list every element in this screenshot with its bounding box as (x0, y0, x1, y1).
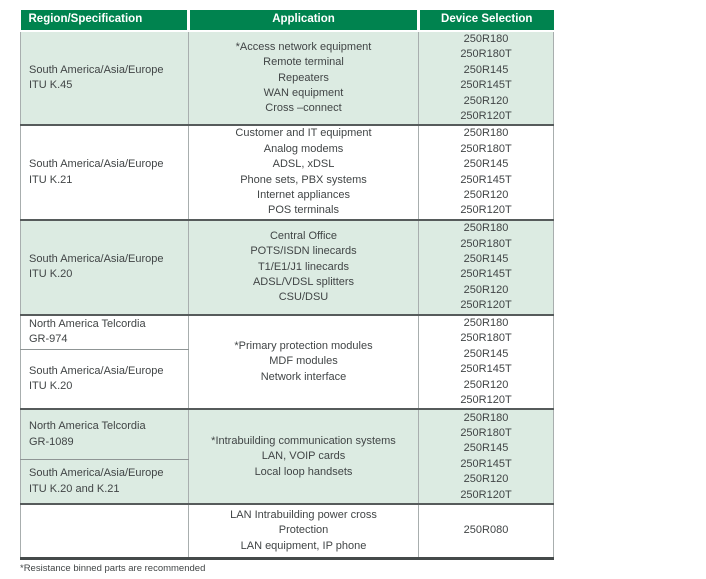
application-item: Repeaters (278, 71, 329, 84)
device-cell (419, 504, 554, 558)
device-item: 250R145T (460, 457, 512, 470)
table-header-row (21, 10, 554, 31)
region-cell (21, 459, 189, 504)
device-item: 250R080 (463, 524, 509, 537)
application-item: POS terminals (268, 204, 339, 217)
application-item: CSU/DSU (278, 291, 329, 304)
device-item: 250R145 (463, 158, 509, 171)
application-item: *Primary protection modules (234, 339, 373, 352)
region-line: ITU K.21 (29, 173, 73, 186)
device-item: 250R180 (463, 222, 509, 235)
table-row-group-6 (21, 504, 554, 558)
device-cell (419, 220, 554, 315)
application-item: Cross –connect (265, 102, 342, 115)
region-line: South America/Asia/Europe (29, 63, 164, 76)
application-item: LAN equipment, IP phone (240, 539, 367, 552)
application-item: T1/E1/J1 linecards (257, 260, 350, 273)
region-line: ITU K.20 (29, 268, 73, 281)
region-line: South America/Asia/Europe (29, 364, 164, 377)
table-row-group-3 (21, 220, 554, 315)
application-cell (189, 315, 419, 409)
region-line: North America Telcordia (29, 420, 146, 433)
device-item: 250R180T (460, 142, 512, 155)
device-item: 250R120 (463, 283, 509, 296)
application-cell (189, 504, 419, 558)
device-item: 250R120T (460, 204, 512, 217)
device-item: 250R120T (460, 110, 512, 123)
table-row-group-1 (21, 31, 554, 125)
device-cell (419, 315, 554, 409)
region-line: ITU K.20 (29, 380, 73, 393)
device-item: 250R180T (460, 237, 512, 250)
device-item: 250R180 (463, 411, 509, 424)
region-line: GR-1089 (29, 435, 74, 448)
application-item: Remote terminal (263, 56, 344, 69)
application-item: Protection (278, 524, 329, 537)
region-cell (21, 409, 189, 459)
footnote: *Resistance binned parts are recommended (20, 563, 206, 574)
device-selection-table (20, 10, 554, 560)
application-item: LAN Intrabuilding power cross (230, 508, 377, 521)
region-cell-empty (21, 504, 189, 558)
application-cell (189, 409, 419, 504)
application-item: ADSL, xDSL (272, 158, 335, 171)
application-item: Central Office (269, 229, 338, 242)
region-cell (21, 315, 189, 350)
device-item: 250R120T (460, 299, 512, 312)
device-item: 250R120T (460, 393, 512, 406)
device-item: 250R180 (463, 33, 509, 45)
header-region-specification: Region/Specification (21, 10, 189, 31)
device-item: 250R180 (463, 316, 509, 329)
device-item: 250R180T (460, 427, 512, 439)
application-cell (189, 125, 419, 219)
region-line: South America/Asia/Europe (29, 158, 164, 171)
device-cell (419, 409, 554, 504)
header-application: Application (189, 10, 419, 31)
application-item: *Intrabuilding communication systems (211, 434, 396, 447)
application-item: Phone sets, PBX systems (240, 173, 367, 186)
device-item: 250R145T (460, 173, 512, 186)
region-line: South America/Asia/Europe (29, 467, 164, 480)
region-cell (21, 125, 189, 219)
application-item: MDF modules (269, 355, 338, 368)
device-item: 250R145T (460, 268, 512, 281)
table-row-group-2 (21, 125, 554, 219)
region-line: ITU K.45 (29, 79, 73, 92)
device-item: 250R180 (463, 127, 509, 140)
table-row-group-4 (21, 315, 554, 350)
device-item: 250R120 (463, 378, 509, 391)
application-item: Customer and IT equipment (235, 127, 372, 140)
application-item: LAN, VOIP cards (261, 450, 346, 463)
region-line: ITU K.20 and K.21 (29, 482, 120, 495)
region-cell (21, 220, 189, 315)
region-cell (21, 350, 189, 410)
region-line: North America Telcordia (29, 318, 146, 331)
device-item: 250R145 (463, 252, 509, 265)
region-line: GR-974 (29, 333, 68, 346)
device-item: 250R145T (460, 363, 512, 376)
device-cell (419, 31, 554, 125)
device-item: 250R120 (463, 473, 509, 486)
device-item: 250R120T (460, 488, 512, 501)
header-device-selection: Device Selection (419, 10, 554, 31)
application-item: WAN equipment (263, 86, 344, 99)
application-item: *Access network equipment (235, 40, 372, 53)
table-row-group-5 (21, 409, 554, 459)
application-cell (189, 31, 419, 125)
device-cell (419, 125, 554, 219)
application-item: Local loop handsets (254, 465, 353, 478)
device-item: 250R180T (460, 332, 512, 345)
region-line: South America/Asia/Europe (29, 252, 164, 265)
application-cell (189, 220, 419, 315)
device-item: 250R120 (463, 94, 509, 107)
application-item: ADSL/VDSL splitters (252, 276, 355, 289)
device-item: 250R145 (463, 63, 509, 76)
device-item: 250R145 (463, 347, 509, 360)
device-item: 250R180T (460, 48, 512, 61)
device-item: 250R145 (463, 442, 509, 455)
application-item: POTS/ISDN linecards (250, 245, 357, 258)
region-cell (21, 31, 189, 125)
device-item: 250R120 (463, 189, 509, 202)
device-item: 250R145T (460, 79, 512, 92)
application-item: Network interface (260, 370, 347, 383)
application-item: Analog modems (263, 142, 344, 155)
application-item: Internet appliances (257, 189, 350, 202)
